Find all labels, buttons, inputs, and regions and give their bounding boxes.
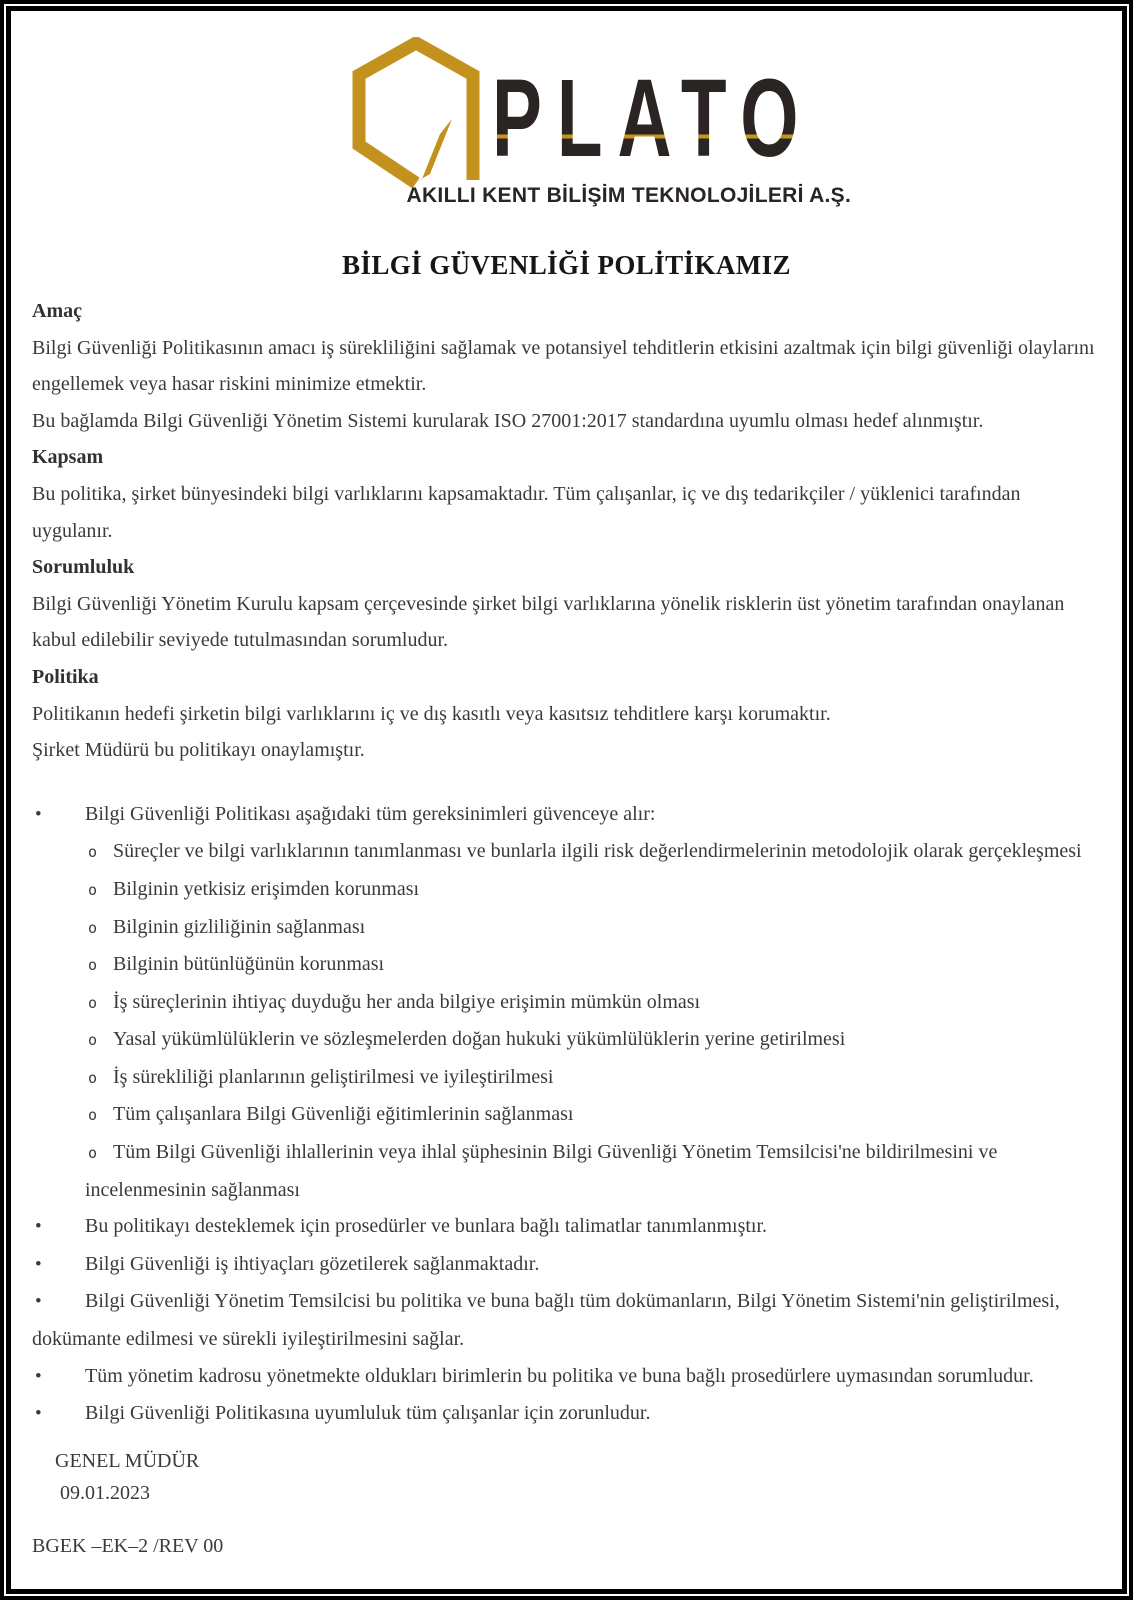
bullet-marker: • [35, 1253, 42, 1275]
bullet-item [32, 1246, 1101, 1284]
section-heading: Kapsam [32, 446, 104, 469]
page-title: BİLGİ GÜVENLİĞİ POLİTİKAMIZ [342, 250, 791, 280]
sub-bullet-item [32, 1059, 1101, 1097]
bullet-text: Tüm yönetim kadrosu yönetmekte oldukları birimlerin bu politika ve buna bağlı prosedürlere uymasından sorumludur. [85, 1364, 1034, 1387]
sub-bullet-text: Tüm çalışanlara Bilgi Güvenliği eğitimlerinin sağlanması [113, 1103, 574, 1126]
sub-bullet-item [32, 946, 1101, 984]
section-sorumluluk [32, 549, 1101, 659]
paragraph: Bu bağlamda Bilgi Güvenliği Yönetim Sistemi kurularak ISO 27001:2017 standardına uyumlu olması hedef alınmıştır. [32, 409, 984, 432]
sub-bullet-marker: o [88, 993, 98, 1012]
footer-date: 09.01.2023 [60, 1481, 150, 1504]
sub-bullet-marker: o [88, 1144, 98, 1163]
company-subtitle: AKILLI KENT BİLİŞİM TEKNOLOJİLERİ A.Ş. [406, 184, 852, 207]
section-kapsam [32, 439, 1101, 549]
sub-bullet-marker: o [88, 1068, 98, 1087]
sub-bullet-text: Süreçler ve bilgi varlıklarının tanımlanması ve bunlarla ilgili risk değerlendirmelerinin metodolojik olarak gerçekleşmesi [113, 840, 1082, 863]
sub-bullet-text: Yasal yükümlülüklerin ve sözleşmelerden doğan hukuki yükümlülüklerin yerine getirilmesi [113, 1028, 846, 1051]
sub-bullet-text: İş sürekliliği planlarının geliştirilmesi ve iyileştirilmesi [113, 1065, 554, 1088]
section-heading: Politika [32, 665, 99, 688]
sub-bullet-item [32, 833, 1101, 871]
bullet-text: Bilgi Güvenliği iş ihtiyaçları gözetilerek sağlanmaktadır. [85, 1252, 540, 1275]
paragraph: Bu politika, şirket bünyesindeki bilgi varlıklarını kapsamaktadır. Tüm çalışanlar, iç ve dış tedarikçiler / yüklenici tarafından uygulanır. [32, 482, 1021, 542]
sub-bullet-text: İş süreçlerinin ihtiyaç duyduğu her anda bilgiye erişimin mümkün olması [113, 990, 701, 1013]
bullet-marker: • [35, 803, 42, 825]
bullet-item [32, 1395, 1101, 1433]
spacer [32, 769, 1101, 796]
sub-bullet-item [32, 984, 1101, 1022]
plato-logo [332, 37, 852, 221]
sub-bullet-text: Tüm Bilgi Güvenliği ihlallerinin veya ihlal şüphesinin Bilgi Güvenliği Yönetim Temsilcisi'ne bildirilmesini ve incelenmesinin sağlanması [85, 1141, 998, 1201]
footer-doc-code: BGEK –EK–2 /REV 00 [32, 1534, 224, 1557]
sub-bullet-marker: o [88, 843, 98, 862]
paragraph: Bilgi Güvenliği Yönetim Kurulu kapsam çerçevesinde şirket bilgi varlıklarına yönelik risklerin üst yönetim tarafından onaylanan kabul edilebilir seviyede tutulmasından sorumludur. [32, 592, 1065, 652]
sub-bullet-item [32, 1134, 1101, 1208]
bullet-text: Bilgi Güvenliği Politikası aşağıdaki tüm gereksinimleri güvenceye alır: [85, 802, 656, 825]
paragraph: Şirket Müdürü bu politikayı onaylamıştır. [32, 739, 365, 762]
sub-bullet-item [32, 1021, 1101, 1059]
section-amac [32, 293, 1101, 439]
sub-bullet-item [32, 1096, 1101, 1134]
sub-bullet-item [32, 909, 1101, 947]
bullet-item [32, 1208, 1101, 1246]
bullet-list [32, 796, 1101, 1433]
footer-signature-title: GENEL MÜDÜR [55, 1449, 200, 1472]
sub-bullet-marker: o [88, 880, 98, 899]
plato-hexagon-icon [332, 37, 512, 195]
sub-bullet-marker: o [88, 956, 98, 975]
sub-bullet-text: Bilginin yetkisiz erişimden korunması [113, 877, 420, 900]
plato-wordmark: PLATO [491, 57, 813, 180]
bullet-item [32, 1283, 1127, 1357]
sub-bullet-marker: o [88, 918, 98, 937]
paragraph: Bilgi Güvenliği Politikasının amacı iş sürekliliğini sağlamak ve potansiyel tehditlerin etkisini azaltmak için bilgi güvenliği olaylarını engellemek veya hasar riskini minimize etmektir. [32, 336, 1095, 396]
bullet-item [32, 1358, 1101, 1396]
bullet-marker: • [35, 1216, 42, 1238]
bullet-item [32, 796, 1101, 834]
paragraph: Politikanın hedefi şirketin bilgi varlıklarını iç ve dış kasıtlı veya kasıtsız tehditlere karşı korumaktır. [32, 702, 831, 725]
sub-bullet-text: Bilginin gizliliğinin sağlanması [113, 915, 366, 938]
bullet-marker: • [35, 1403, 42, 1425]
bullet-text: Bilgi Güvenliği Yönetim Temsilcisi bu politika ve buna bağlı tüm dokümanların, Bilgi Yönetim Sistemi'nin geliştirilmesi, dokümante edilmesi ve sürekli iyileştirilmesini sağlar. [32, 1290, 1060, 1351]
bullet-text: Bu politikayı desteklemek için prosedürler ve bunlara bağlı talimatlar tanımlanmıştır. [85, 1215, 768, 1238]
bullet-marker: • [35, 1291, 42, 1313]
bullet-text: Bilgi Güvenliği Politikasına uyumluluk tüm çalışanlar için zorunludur. [85, 1402, 651, 1425]
sub-bullet-marker: o [88, 1106, 98, 1125]
sub-bullet-marker: o [88, 1031, 98, 1050]
section-heading: Amaç [32, 300, 82, 322]
bullet-marker: • [35, 1365, 42, 1387]
section-politika [32, 659, 1101, 769]
section-heading: Sorumluluk [32, 556, 135, 579]
sub-bullet-text: Bilginin bütünlüğünün korunması [113, 953, 385, 976]
sub-bullet-item [32, 871, 1101, 909]
document-frame [6, 6, 1127, 1594]
